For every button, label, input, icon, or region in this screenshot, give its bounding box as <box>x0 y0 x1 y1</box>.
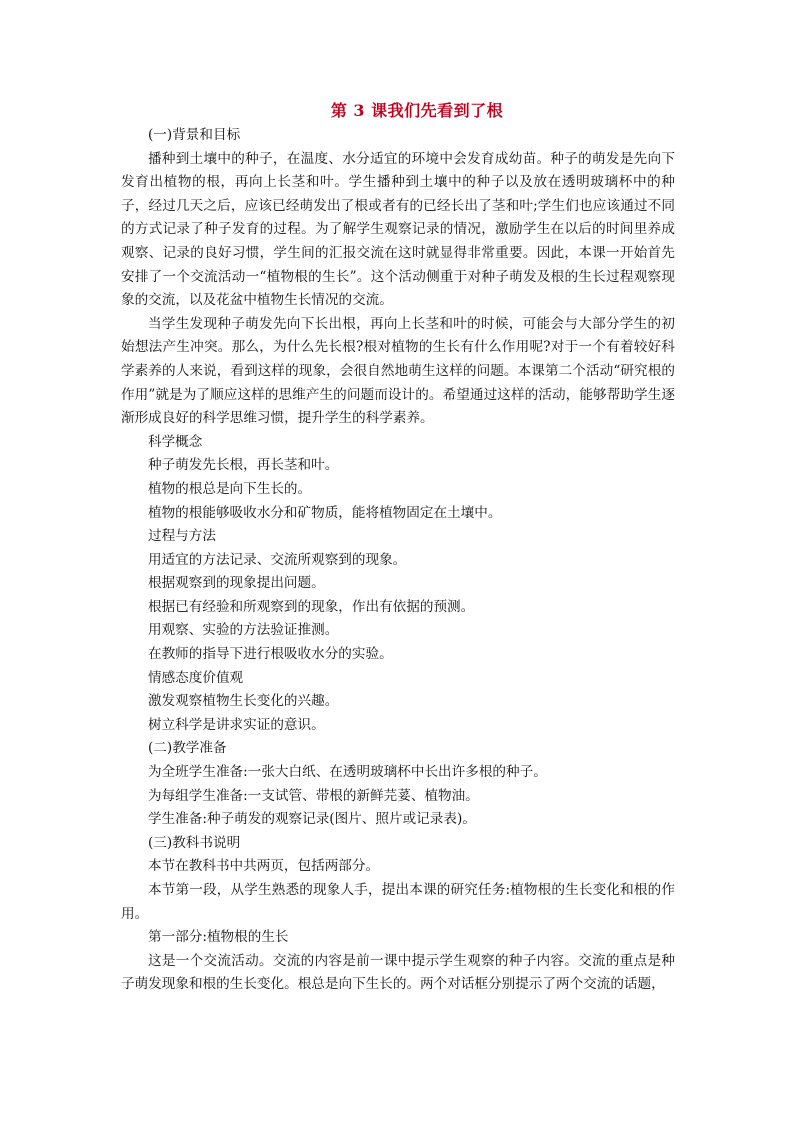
attitude-item-2: 树立科学是讲求实证的意识。 <box>148 716 325 733</box>
subheading-process-methods: 过程与方法 <box>148 528 216 545</box>
preparation-item-1: 为全班学生准备:一张大白纸、在透明玻璃杯中长出许多根的种子。 <box>148 764 547 781</box>
process-item-2: 根据观察到的现象提出问题。 <box>148 575 325 592</box>
textbook-note-paragraph: 本节第一段，从学生熟悉的现象人手，提出本课的研究任务:植物根的生长变化和根的作用。 <box>121 882 675 922</box>
process-item-4: 用观察、实验的方法验证推测。 <box>148 622 339 639</box>
paragraph-background-1: 播种到土壤中的种子，在温度、水分适宜的环境中会发育成幼苗。种子的萌发是先向下发育出植物的根，再向上长茎和叶。学生播种到土壤中的种子以及放在透明玻璃杯中的种子，经过几天之后，应该已经萌发出了根或者有的已经长出了茎和叶;学生们也应该通过不同的方式记录了种子发育的过程。为了解学生观察记录的情况，激励学生在以后的时间里养成观察、记录的良好习惯，学生间的汇报交流在这时就显得非常重要。因此，本课一开始首先安排了一个交流活动一“植物根的生长”。这个活动侧重于对种子萌发及根的生长过程观察现象的交流，以及花盆中植物生长情况的交流。 <box>121 150 675 309</box>
concept-item-2: 植物的根总是向下生长的。 <box>148 480 312 497</box>
subheading-attitudes-values: 情感态度价值观 <box>148 669 244 686</box>
attitude-item-1: 激发观察植物生长变化的兴趣。 <box>148 693 339 710</box>
preparation-item-3: 学生准备:种子萌发的观察记录(图片、照片或记录表)。 <box>148 811 476 828</box>
subheading-part-one: 第一部分:植物根的生长 <box>148 929 289 946</box>
preparation-item-2: 为每组学生准备:一支试管、带根的新鲜芫荽、植物油。 <box>148 787 479 804</box>
process-item-3: 根据已有经验和所观察到的现象，作出有依据的预测。 <box>148 598 475 615</box>
part-one-paragraph: 这是一个交流活动。交流的内容是前一课中提示学生观察的种子内容。交流的重点是种子萌发现象和根的生长变化。根总是向下生长的。两个对话框分别提示了两个交流的话题， <box>121 952 675 993</box>
concept-item-3: 植物的根能够吸收水分和矿物质，能将植物固定在土壤中。 <box>148 504 502 521</box>
document-title: 第 3 课我们先看到了根 <box>330 101 504 120</box>
process-item-5: 在教师的指导下进行根吸收水分的实验。 <box>148 646 393 663</box>
textbook-note-line: 本节在教科书中共两页，包括两部分。 <box>148 858 380 875</box>
section-heading-preparation: (二)教学准备 <box>148 740 227 757</box>
concept-item-1: 种子萌发先长根，再长茎和叶。 <box>148 457 339 474</box>
document-body <box>121 124 675 997</box>
process-item-1: 用适宜的方法记录、交流所观察到的现象。 <box>148 551 407 568</box>
section-heading-background: (一)背景和目标 <box>148 127 241 143</box>
paragraph-background-2: 当学生发现种子萌发先向下长出根，再向上长茎和叶的时候，可能会与大部分学生的初始想法产生冲突。那么，为什么先长根?根对植物的生长有什么作用呢?对于一个有着较好科学素养的人来说，看到这样的现象，会很自然地萌生这样的问题。本课第二个活动“研究根的作用”就是为了顺应这样的思维产生的问题而设计的。希望通过这样的活动，能够帮助学生逐渐形成良好的科学思维习惯，提升学生的科学素养。 <box>121 315 675 427</box>
section-heading-textbook-notes: (三)教科书说明 <box>148 834 241 851</box>
subheading-science-concepts: 科学概念 <box>148 433 203 450</box>
